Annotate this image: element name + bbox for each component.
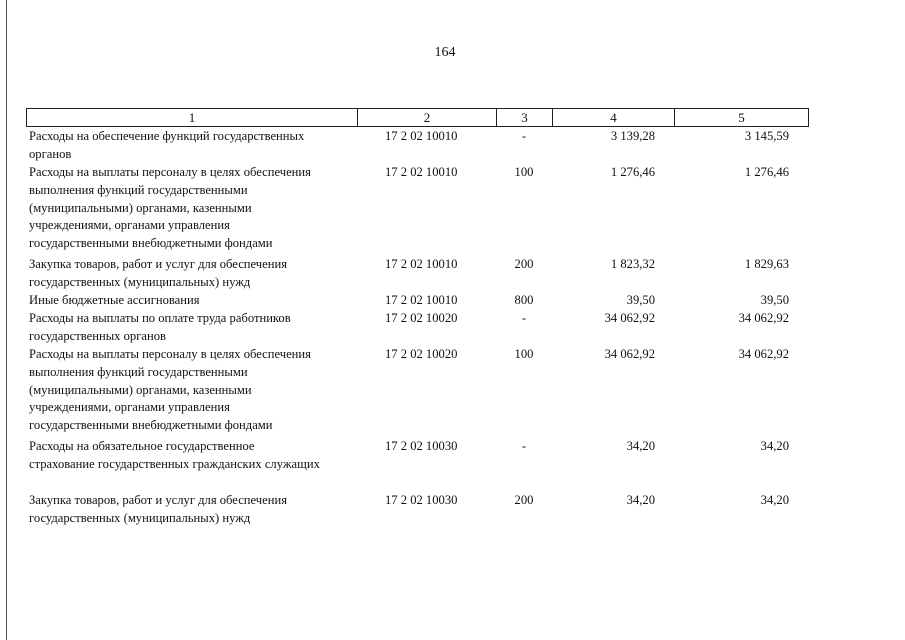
description-line: (муниципальными) органами, казенными [29,382,252,397]
column-header-table [26,108,809,127]
description-line: учреждениями, органами управления [29,218,230,233]
description-line: выполнения функций государственными [29,364,248,379]
row-amount-col4: 34 062,92 [604,347,655,361]
row-amount-col5: 3 145,59 [744,129,789,143]
row-amount-col4: 1 823,32 [610,257,655,271]
row-amount-col5: 34 062,92 [738,311,789,325]
row-amount-col5: 1 829,63 [744,257,789,271]
row-description [29,128,374,164]
table-row [27,492,808,528]
row-target-code: 17 2 02 10010 [385,257,458,271]
row-target-code: 17 2 02 10030 [385,493,458,507]
row-description [29,310,374,346]
description-line: органов [29,146,72,161]
row-description [29,292,374,310]
row-target-code: 17 2 02 10010 [385,129,458,143]
page-number: 164 [434,45,456,60]
description-line: Закупка товаров, работ и услуг для обеспечения [29,493,288,507]
description-line: государственных органов [29,328,166,343]
table-row [27,346,808,438]
row-target-code: 17 2 02 10010 [385,165,458,179]
column-header-1: 1 [27,109,358,127]
row-target-code: 17 2 02 10020 [385,311,458,325]
row-amount-col5: 39,50 [760,293,789,307]
description-line: выполнения функций государственными [29,182,248,197]
row-amount-col5: 34 062,92 [738,347,789,361]
table-row [27,128,808,164]
row-amount-col4: 34 062,92 [604,311,655,325]
column-header-2: 2 [358,109,497,127]
row-expense-type: 800 [514,293,534,307]
row-description [29,346,374,435]
row-expense-type: - [521,439,527,453]
table-row [27,438,808,492]
column-header-row [27,109,809,127]
row-description [29,164,374,253]
row-amount-col5: 34,20 [760,493,789,507]
row-description [29,438,374,474]
row-amount-col4: 39,50 [626,293,655,307]
row-expense-type: - [521,311,527,325]
row-target-code: 17 2 02 10010 [385,293,458,307]
row-expense-type: - [521,129,527,143]
row-amount-col5: 1 276,46 [744,165,789,179]
row-description [29,492,374,528]
table-row [27,292,808,310]
description-line: государственными внебюджетными фондами [29,236,273,251]
row-amount-col5: 34,20 [760,439,789,453]
row-amount-col4: 1 276,46 [610,165,655,179]
description-line: Расходы на обеспечение функций государственных [29,129,305,143]
budget-table-body [27,128,808,528]
description-line: государственными внебюджетными фондами [29,418,273,433]
row-amount-col4: 3 139,28 [610,129,655,143]
description-line: государственных (муниципальных) нужд [29,510,251,525]
row-expense-type: 100 [514,347,534,361]
row-target-code: 17 2 02 10030 [385,439,458,453]
table-row [27,256,808,292]
description-line: Расходы на выплаты персоналу в целях обеспечения [29,165,311,179]
description-line: государственных (муниципальных) нужд [29,274,251,289]
row-description [29,256,374,292]
row-expense-type: 100 [514,165,534,179]
description-line: Расходы на выплаты по оплате труда работников [29,311,291,325]
description-line: страхование государственных гражданских служащих [29,456,320,471]
row-amount-col4: 34,20 [626,493,655,507]
description-line: (муниципальными) органами, казенными [29,200,252,215]
description-line: Расходы на обязательное государственное [29,439,255,453]
table-row [27,310,808,346]
description-line: Расходы на выплаты персоналу в целях обеспечения [29,347,311,361]
page-left-edge [6,0,7,640]
row-amount-col4: 34,20 [626,439,655,453]
description-line: Иные бюджетные ассигнования [29,293,200,307]
description-line: Закупка товаров, работ и услуг для обеспечения [29,257,288,271]
row-expense-type: 200 [514,493,534,507]
column-header-4: 4 [553,109,675,127]
column-header-3: 3 [497,109,553,127]
row-expense-type: 200 [514,257,534,271]
table-row [27,164,808,256]
description-line: учреждениями, органами управления [29,400,230,415]
column-header-5: 5 [675,109,809,127]
row-target-code: 17 2 02 10020 [385,347,458,361]
